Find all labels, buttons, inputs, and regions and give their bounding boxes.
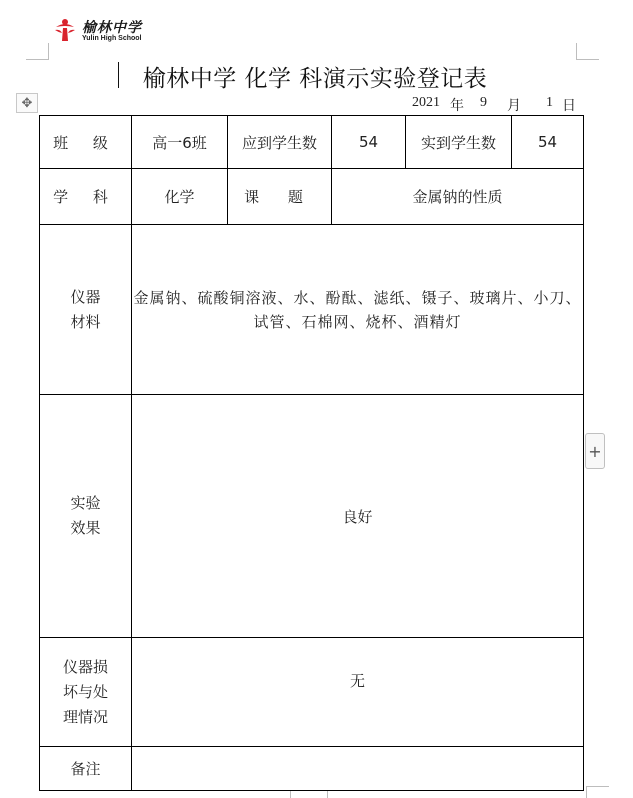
damage-label-line1: 仪器损 [62, 657, 108, 676]
subject-value[interactable]: 化学 [132, 169, 228, 225]
crop-mark-bottom-right [586, 786, 609, 798]
damage-label [40, 638, 132, 747]
date-month-unit: 月 [507, 99, 521, 114]
materials-label-line1: 仪器 [70, 287, 101, 306]
effect-label [40, 395, 132, 638]
table-row-subject [40, 169, 584, 225]
class-label: 班 级 [40, 116, 132, 169]
remarks-label: 备注 [40, 747, 132, 791]
document-title[interactable]: 榆林中学 化学 科演示实验登记表 [142, 66, 488, 92]
date-day-unit: 日 [562, 99, 576, 114]
damage-label-line3: 理情况 [62, 707, 108, 726]
table-row-effect [40, 395, 584, 638]
remarks-value[interactable] [132, 747, 584, 791]
date-day: 1 [546, 95, 553, 110]
text-cursor [118, 62, 119, 88]
materials-label [40, 225, 132, 395]
expected-students-value[interactable]: 54 [332, 116, 406, 169]
actual-students-label: 实到学生数 [406, 116, 512, 169]
registration-table [39, 115, 584, 791]
logo-english-name: Yulin High School [82, 35, 142, 42]
table-row-damage [40, 638, 584, 747]
table-row-class [40, 116, 584, 169]
school-logo [52, 16, 162, 44]
effect-value[interactable]: 良好 [132, 395, 584, 638]
effect-label-line1: 实验 [70, 494, 101, 512]
damage-value[interactable]: 无 [132, 638, 584, 747]
move-icon[interactable]: ✥ [16, 93, 38, 113]
logo-emblem-icon [52, 17, 78, 43]
table-row-remarks [40, 747, 584, 791]
topic-value[interactable]: 金属钠的性质 [332, 169, 584, 225]
crop-mark-top-right [576, 43, 599, 60]
effect-label-line2: 效果 [70, 519, 101, 537]
materials-value[interactable]: 金属钠、硫酸铜溶液、水、酚酞、滤纸、镊子、玻璃片、小刀、试管、石棉网、烧杯、酒精灯 [132, 225, 584, 395]
crop-mark-top-left [26, 43, 49, 60]
table-row-materials [40, 225, 584, 395]
damage-label-line2: 坏与处 [62, 682, 108, 701]
date-year: 2021 [412, 95, 440, 110]
class-value[interactable]: 高一6班 [132, 116, 228, 169]
actual-students-value[interactable]: 54 [512, 116, 584, 169]
logo-chinese-name: 榆林中学 [82, 20, 142, 36]
plus-icon[interactable]: + [585, 433, 605, 469]
date-year-unit: 年 [450, 99, 464, 114]
date-line[interactable] [400, 95, 580, 113]
subject-label: 学 科 [40, 169, 132, 225]
materials-label-line2: 材料 [70, 312, 101, 331]
date-month: 9 [480, 95, 487, 110]
topic-label: 课 题 [228, 169, 332, 225]
expected-students-label: 应到学生数 [228, 116, 332, 169]
